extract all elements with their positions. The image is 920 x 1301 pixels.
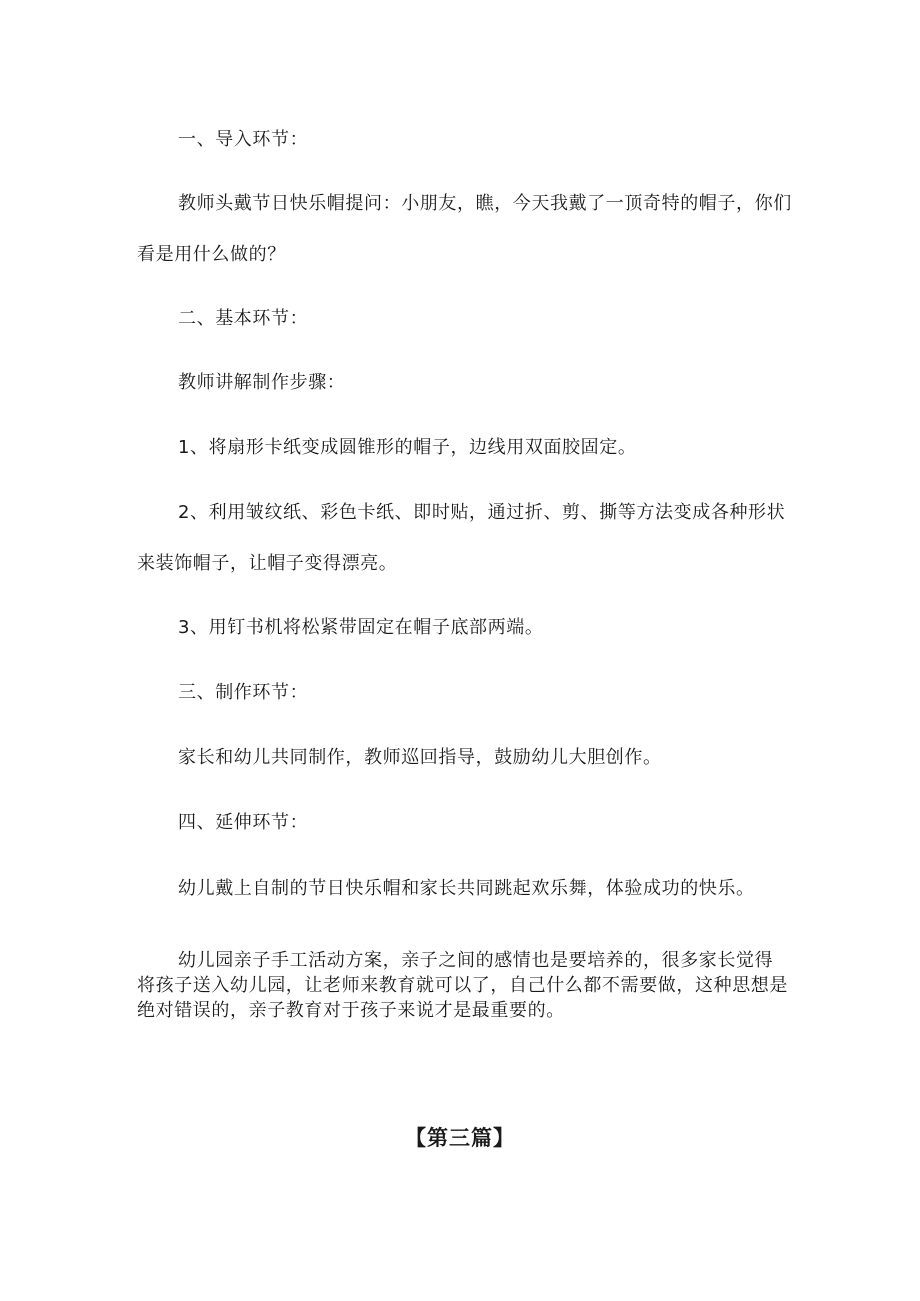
paragraph-teacher-question-line2: 看是用什么做的？	[137, 244, 286, 265]
section-title: 【第三篇】	[405, 1125, 515, 1150]
paragraph-making: 家长和幼儿共同制作，教师巡回指导，鼓励幼儿大胆创作。	[178, 747, 662, 768]
paragraph-step-1: 1、将扇形卡纸变成圆锥形的帽子，边线用双面胶固定。	[178, 437, 637, 458]
paragraph-summary-line2: 将孩子送入幼儿园，让老师来教育就可以了，自己什么都不需要做，这种思想是	[137, 975, 788, 996]
paragraph-summary-line3: 绝对错误的，亲子教育对于孩子来说才是最重要的。	[137, 1000, 565, 1021]
heading-making: 三、制作环节：	[178, 682, 309, 703]
paragraph-steps-intro: 教师讲解制作步骤：	[178, 372, 346, 393]
paragraph-step-2-line2: 来装饰帽子，让帽子变得漂亮。	[137, 553, 398, 574]
heading-extension: 四、延伸环节：	[178, 812, 309, 833]
paragraph-summary-line1: 幼儿园亲子手工活动方案，亲子之间的感情也是要培养的，很多家长觉得	[178, 950, 774, 971]
paragraph-step-3: 3、用钉书机将松紧带固定在帽子底部两端。	[178, 617, 544, 638]
paragraph-step-2-line1: 2、利用皱纹纸、彩色卡纸、即时贴，通过折、剪、撕等方法变成各种形状	[178, 502, 786, 523]
heading-basic: 二、基本环节：	[178, 308, 309, 329]
paragraph-extension: 幼儿戴上自制的节日快乐帽和家长共同跳起欢乐舞，体验成功的快乐。	[178, 878, 755, 899]
heading-intro: 一、导入环节：	[178, 129, 309, 150]
paragraph-teacher-question-line1: 教师头戴节日快乐帽提问：小朋友，瞧，今天我戴了一顶奇特的帽子，你们	[178, 193, 792, 214]
